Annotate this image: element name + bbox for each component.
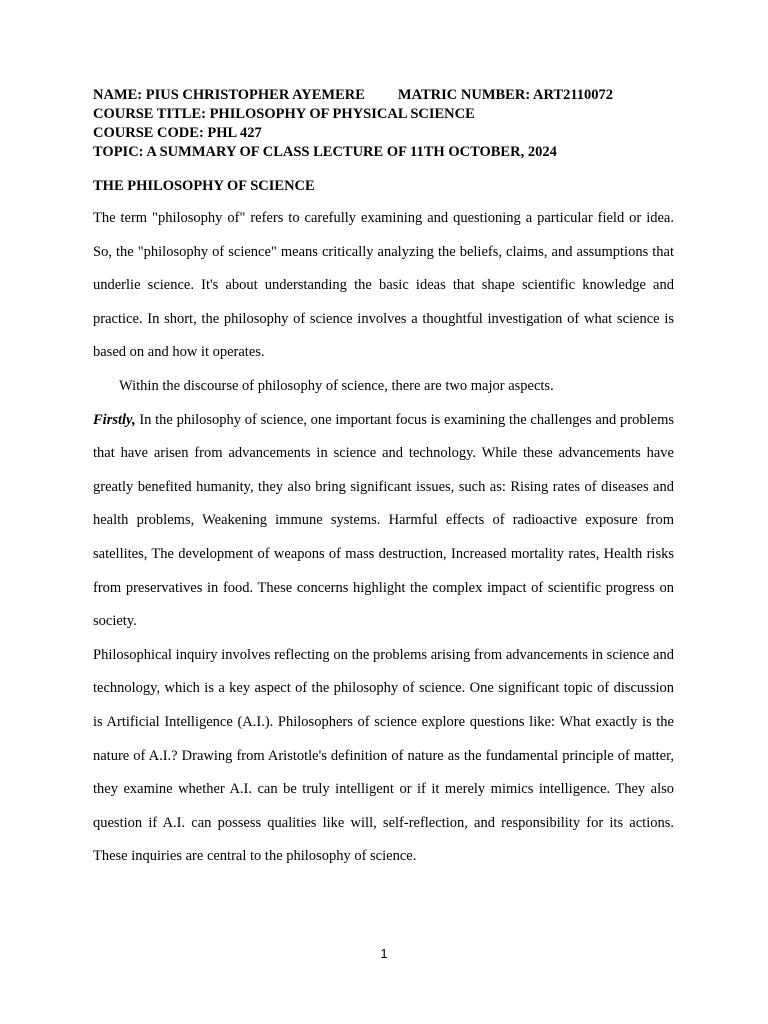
page-number: 1 xyxy=(380,946,388,961)
course-code: COURSE CODE: PHL 427 xyxy=(93,125,262,141)
paragraph-firstly xyxy=(93,404,674,639)
name-matric-line xyxy=(93,86,674,105)
firstly-text: In the philosophy of science, one important focus is examining the challenges and problems that have arisen from advancements in science and technology. While these advancements have greatly benefited humanity, they also bring significant issues, such as: Rising rates of diseases and health problems, Weakening immune systems. Harmful effects of radioactive exposure from satellites, The development of weapons of mass destruction, Increased mortality rates, Health risks from preservatives in food. These concerns highlight the complex impact of scientific progress on society. xyxy=(93,411,674,630)
topic: TOPIC: A SUMMARY OF CLASS LECTURE OF 11TH OCTOBER, 2024 xyxy=(93,144,557,160)
section-heading: THE PHILOSOPHY OF SCIENCE xyxy=(93,178,315,194)
course-title: COURSE TITLE: PHILOSOPHY OF PHYSICAL SCIENCE xyxy=(93,106,475,122)
paragraph-definition: The term "philosophy of" refers to carefully examining and questioning a particular field or idea. So, the "philosophy of science" means critically analyzing the beliefs, claims, and assumptions that underlie science. It's about understanding the basic ideas that shape scientific knowledge and practice. In short, the philosophy of science involves a thoughtful investigation of what science is based on and how it operates. xyxy=(93,210,674,361)
document-body xyxy=(93,86,674,874)
paragraph-inquiry: Philosophical inquiry involves reflecting on the problems arising from advancements in science and technology, which is a key aspect of the philosophy of science. One significant topic of discussion is Artificial Intelligence (A.I.). Philosophers of science explore questions like: What exactly is the nature of A.I.? Drawing from Aristotle's definition of nature as the fundamental principle of matter, they examine whether A.I. can be truly intelligent or if it merely mimics intelligence. They also question if A.I. can possess qualities like will, self-reflection, and responsibility for its actions. These inquiries are central to the philosophy of science. xyxy=(93,646,674,865)
firstly-lead: Firstly, xyxy=(93,411,136,428)
matric-number: MATRIC NUMBER: ART2110072 xyxy=(397,87,614,103)
student-name: NAME: PIUS CHRISTOPHER AYEMERE xyxy=(93,87,365,103)
paragraph-aspects: Within the discourse of philosophy of science, there are two major aspects. xyxy=(119,377,554,394)
